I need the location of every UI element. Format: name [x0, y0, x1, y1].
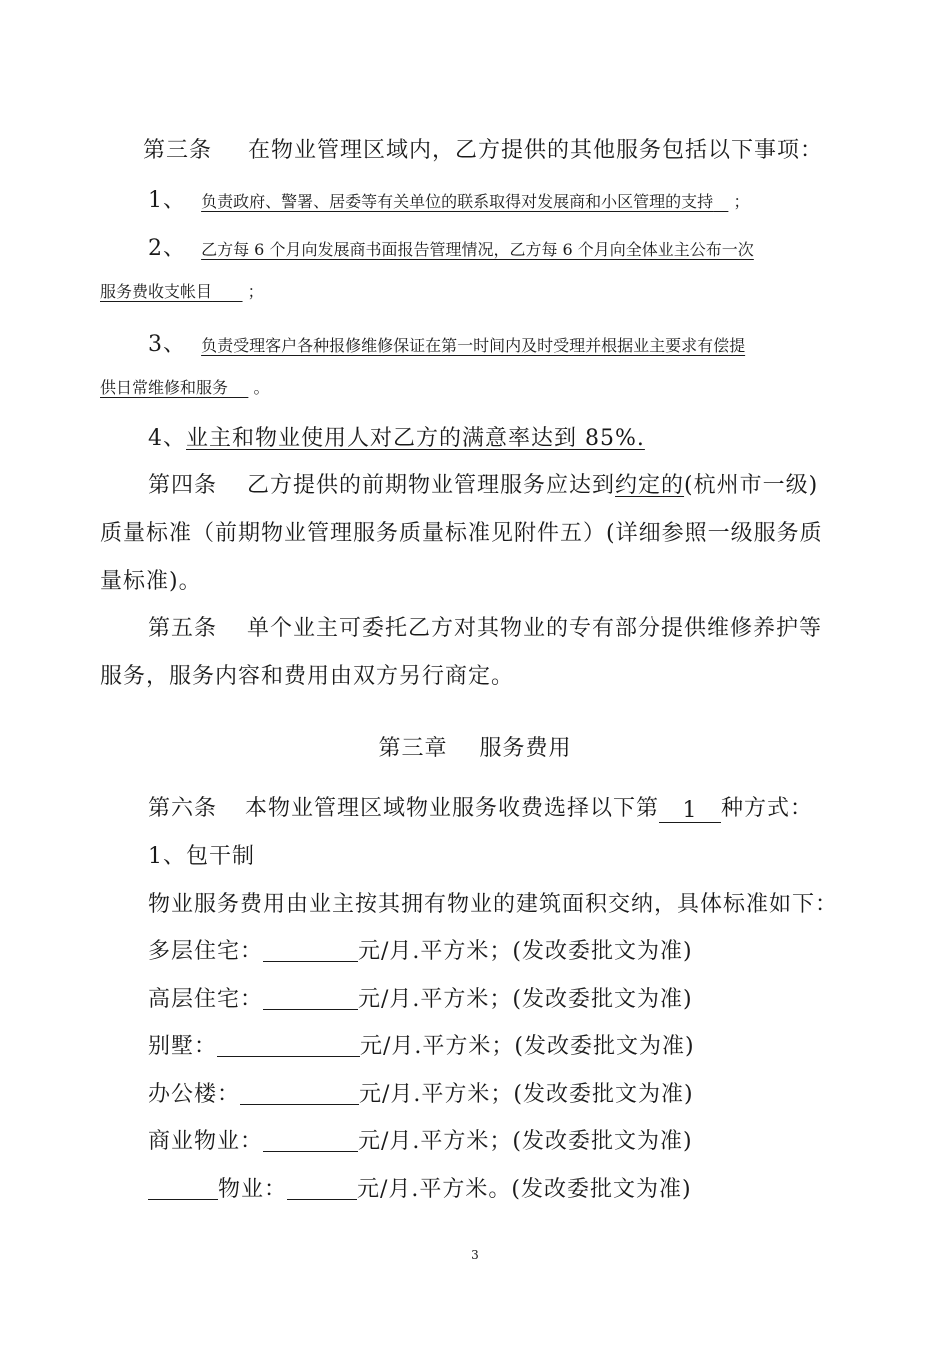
plan-1-heading: 1、包干制 — [148, 844, 255, 869]
fee-row — [148, 1172, 692, 1203]
article-5-line-2: 服务，服务内容和费用由双方另行商定。 — [100, 664, 515, 689]
item-end: 。 — [253, 378, 270, 397]
fee-label: 商业物业： — [148, 1129, 264, 1154]
fee-blank[interactable] — [263, 1129, 358, 1152]
item-text-cont: 供日常维修和服务 — [100, 378, 229, 397]
article-4-line-1 — [148, 468, 818, 499]
item-text: 乙方每 6 个月向发展商书面报告管理情况，乙方每 6 个月向全体业主公布一次 — [201, 240, 754, 259]
fee-row — [148, 1077, 694, 1108]
article-3-text: 在物业管理区域内，乙方提供的其他服务包括以下事项： — [248, 138, 824, 163]
item-number: 4、 — [148, 426, 186, 451]
fee-blank[interactable] — [263, 939, 358, 962]
article-3-item-2 — [148, 231, 754, 262]
item-number: 3、 — [148, 332, 186, 357]
fee-label: 别墅： — [148, 1034, 218, 1059]
article-6-line — [148, 791, 813, 823]
fee-unit: 元/月.平方米；(发改委批文为准) — [358, 939, 693, 964]
fee-label: 办公楼： — [148, 1082, 241, 1107]
article-6-pre: 本物业管理区域物业服务收费选择以下第 — [245, 796, 660, 821]
fee-blank[interactable] — [217, 1034, 360, 1057]
fee-blank[interactable] — [263, 987, 358, 1010]
article-3-title: 第三条 — [143, 138, 213, 163]
fee-label: 高层住宅： — [148, 987, 264, 1012]
article-4-agreed: 约定的 — [615, 473, 685, 498]
article-4-pre: 乙方提供的前期物业管理服务应达到 — [247, 473, 616, 498]
item-number: 1、 — [148, 188, 186, 213]
fee-blank[interactable] — [287, 1177, 357, 1200]
fee-unit: 元/月.平方米；(发改委批文为准) — [359, 1082, 694, 1107]
article-5-line-1 — [148, 611, 822, 642]
article-4-title: 第四条 — [148, 473, 218, 498]
article-3-item-1 — [148, 183, 749, 214]
property-type-blank[interactable] — [148, 1177, 218, 1200]
page-number: 3 — [471, 1248, 479, 1262]
article-4-line-3: 量标准)。 — [100, 569, 202, 594]
article-3-item-3 — [148, 327, 745, 358]
article-5-text: 单个业主可委托乙方对其物业的专有部分提供维修养护等 — [247, 616, 823, 641]
article-6-post: 种方式： — [721, 796, 814, 821]
item-text-cont: 服务费收支帐目 — [100, 282, 213, 301]
chapter-title: 第三章 — [378, 736, 448, 761]
article-4-post: (杭州市一级) — [684, 473, 819, 498]
fee-label: 多层住宅： — [148, 939, 264, 964]
article-3-heading — [143, 133, 823, 164]
fee-row — [148, 1029, 695, 1060]
article-4-line-2: 质量标准（前期物业管理服务质量标准见附件五）(详细参照一级服务质 — [100, 521, 823, 546]
item-text: 负责政府、警署、居委等有关单位的联系取得对发展商和小区管理的支持 — [201, 192, 714, 211]
chapter-heading — [0, 731, 950, 762]
article-3-item-2-cont — [100, 279, 264, 302]
plan-1-intro: 物业服务费用由业主按其拥有物业的建筑面积交纳，具体标准如下： — [148, 892, 839, 917]
fee-row — [148, 1124, 693, 1155]
item-number: 2、 — [148, 236, 186, 261]
choice-blank[interactable]: 1 — [659, 798, 721, 823]
fee-unit: 元/月.平方米；(发改委批文为准) — [358, 1129, 693, 1154]
chapter-name: 服务费用 — [479, 736, 572, 761]
item-end: ； — [733, 192, 750, 211]
fee-row — [148, 982, 693, 1013]
article-5-title: 第五条 — [148, 616, 218, 641]
fee-label: 物业： — [218, 1177, 288, 1202]
fee-row — [148, 934, 693, 965]
fee-unit: 元/月.平方米；(发改委批文为准) — [358, 987, 693, 1012]
item-end: ； — [247, 282, 264, 301]
article-3-item-3-cont — [100, 375, 269, 398]
item-text: 业主和物业使用人对乙方的满意率达到 85%. — [186, 426, 645, 451]
item-text: 负责受理客户各种报修维修保证在第一时间内及时受理并根据业主要求有偿提 — [201, 336, 746, 355]
fee-unit: 元/月.平方米；(发改委批文为准) — [360, 1034, 695, 1059]
article-3-item-4 — [148, 421, 645, 452]
fee-blank[interactable] — [240, 1082, 359, 1105]
article-6-title: 第六条 — [148, 796, 218, 821]
fee-unit: 元/月.平方米。(发改委批文为准) — [357, 1177, 692, 1202]
